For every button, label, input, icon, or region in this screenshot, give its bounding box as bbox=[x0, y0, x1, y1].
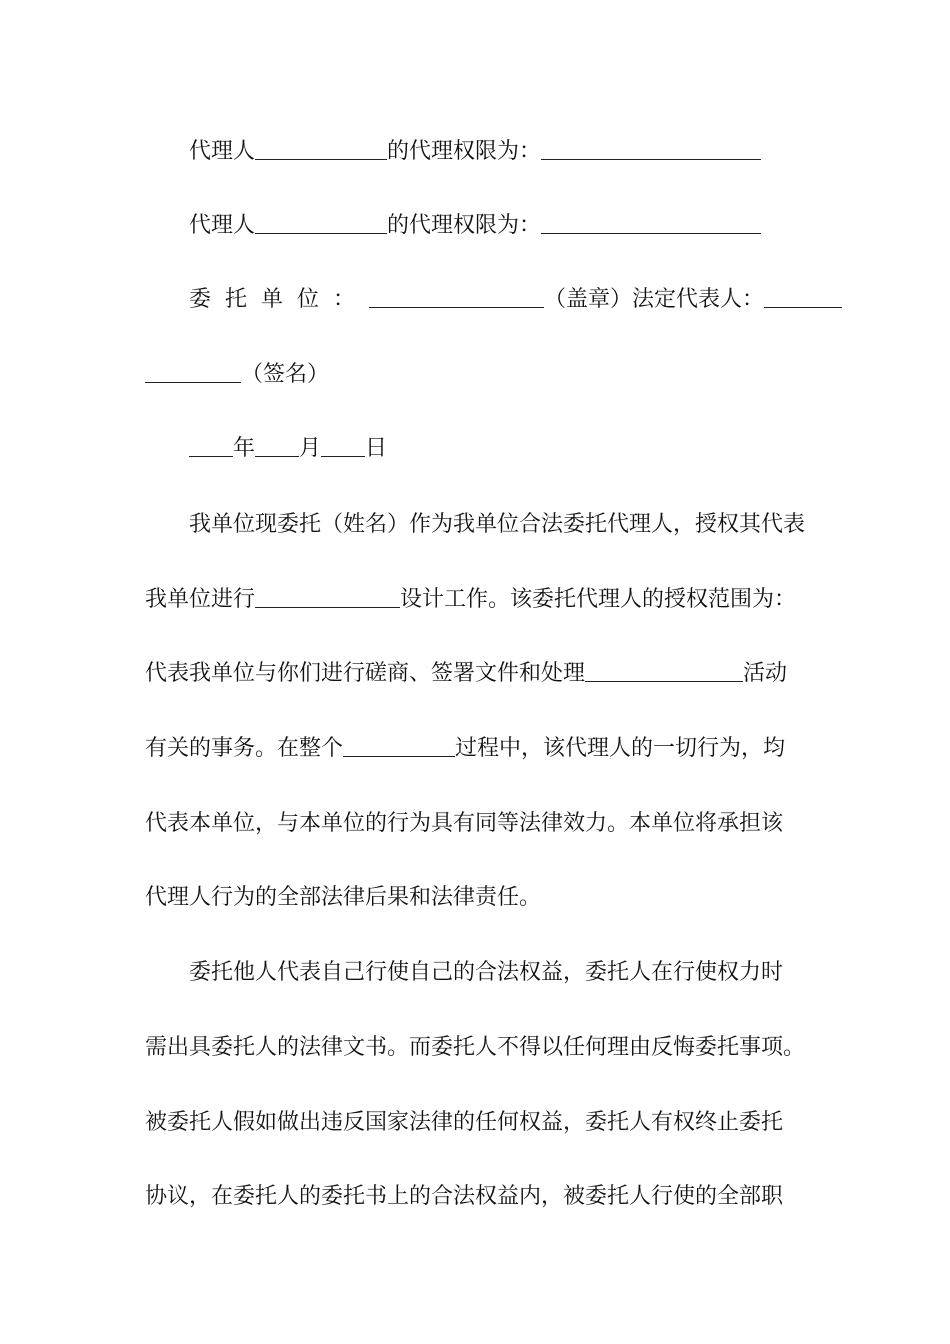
text: 我单位进行 bbox=[145, 587, 256, 612]
month-blank bbox=[255, 436, 299, 457]
authority-label: 的代理权限为： bbox=[387, 213, 542, 238]
agent-authority-line-2 bbox=[189, 208, 825, 244]
legal-rep-blank bbox=[764, 287, 842, 308]
text: 我单位现委托（姓名）作为我单位合法委托代理人，授权其代表 bbox=[189, 512, 806, 537]
signature-blank bbox=[145, 362, 241, 383]
paragraph-2-line-1 bbox=[189, 955, 825, 991]
paragraph-1-line-6 bbox=[145, 880, 825, 916]
principal-label: 委托单位： bbox=[189, 287, 370, 312]
signature-label: （签名） bbox=[241, 362, 330, 387]
text: 代理人行为的全部法律后果和法律责任。 bbox=[145, 885, 542, 910]
year-label: 年 bbox=[233, 436, 256, 461]
text: 协议，在委托人的委托书上的合法权益内，被委托人行使的全部职 bbox=[145, 1184, 784, 1209]
text: 设计工作。该委托代理人的授权范围为： bbox=[400, 587, 797, 612]
paragraph-1-line-2 bbox=[145, 582, 825, 618]
activity-blank bbox=[585, 661, 743, 682]
paragraph-1-line-5 bbox=[145, 806, 825, 842]
signature-line bbox=[145, 357, 825, 393]
authority-label: 的代理权限为： bbox=[387, 139, 542, 164]
text: 过程中，该代理人的一切行为，均 bbox=[455, 736, 786, 761]
process-blank bbox=[343, 736, 455, 757]
day-blank bbox=[321, 436, 365, 457]
text: 需出具委托人的法律文书。而委托人不得以任何理由反悔委托事项。 bbox=[145, 1035, 806, 1060]
principal-blank bbox=[369, 287, 544, 308]
authority-blank bbox=[541, 213, 761, 234]
text: 被委托人假如做出违反国家法律的任何权益，委托人有权终止委托 bbox=[145, 1110, 784, 1135]
agent-label: 代理人 bbox=[189, 139, 256, 164]
paragraph-2-line-4 bbox=[145, 1179, 825, 1215]
seal-label: （盖章） bbox=[544, 287, 633, 312]
paragraph-1-line-3 bbox=[145, 656, 825, 692]
agent-label: 代理人 bbox=[189, 213, 256, 238]
date-line bbox=[189, 431, 825, 467]
text: 委托他人代表自己行使自己的合法权益，委托人在行使权力时 bbox=[189, 960, 784, 985]
principal-line bbox=[189, 282, 825, 318]
year-blank bbox=[189, 436, 233, 457]
agent-name-blank bbox=[255, 213, 387, 234]
day-label: 日 bbox=[365, 436, 388, 461]
paragraph-1-line-1 bbox=[189, 507, 825, 543]
legal-rep-label: 法定代表人： bbox=[632, 287, 765, 312]
agent-authority-line-1 bbox=[189, 134, 825, 170]
month-label: 月 bbox=[299, 436, 322, 461]
text: 代表我单位与你们进行磋商、签署文件和处理 bbox=[145, 661, 586, 686]
authority-blank bbox=[541, 139, 761, 160]
text: 活动 bbox=[743, 661, 788, 686]
paragraph-2-line-2 bbox=[145, 1030, 825, 1066]
agent-name-blank bbox=[255, 139, 387, 160]
text: 有关的事务。在整个 bbox=[145, 736, 344, 761]
paragraph-2-line-3 bbox=[145, 1105, 825, 1141]
project-blank bbox=[255, 587, 400, 608]
paragraph-1-line-4 bbox=[145, 731, 825, 767]
text: 代表本单位，与本单位的行为具有同等法律效力。本单位将承担该 bbox=[145, 811, 784, 836]
